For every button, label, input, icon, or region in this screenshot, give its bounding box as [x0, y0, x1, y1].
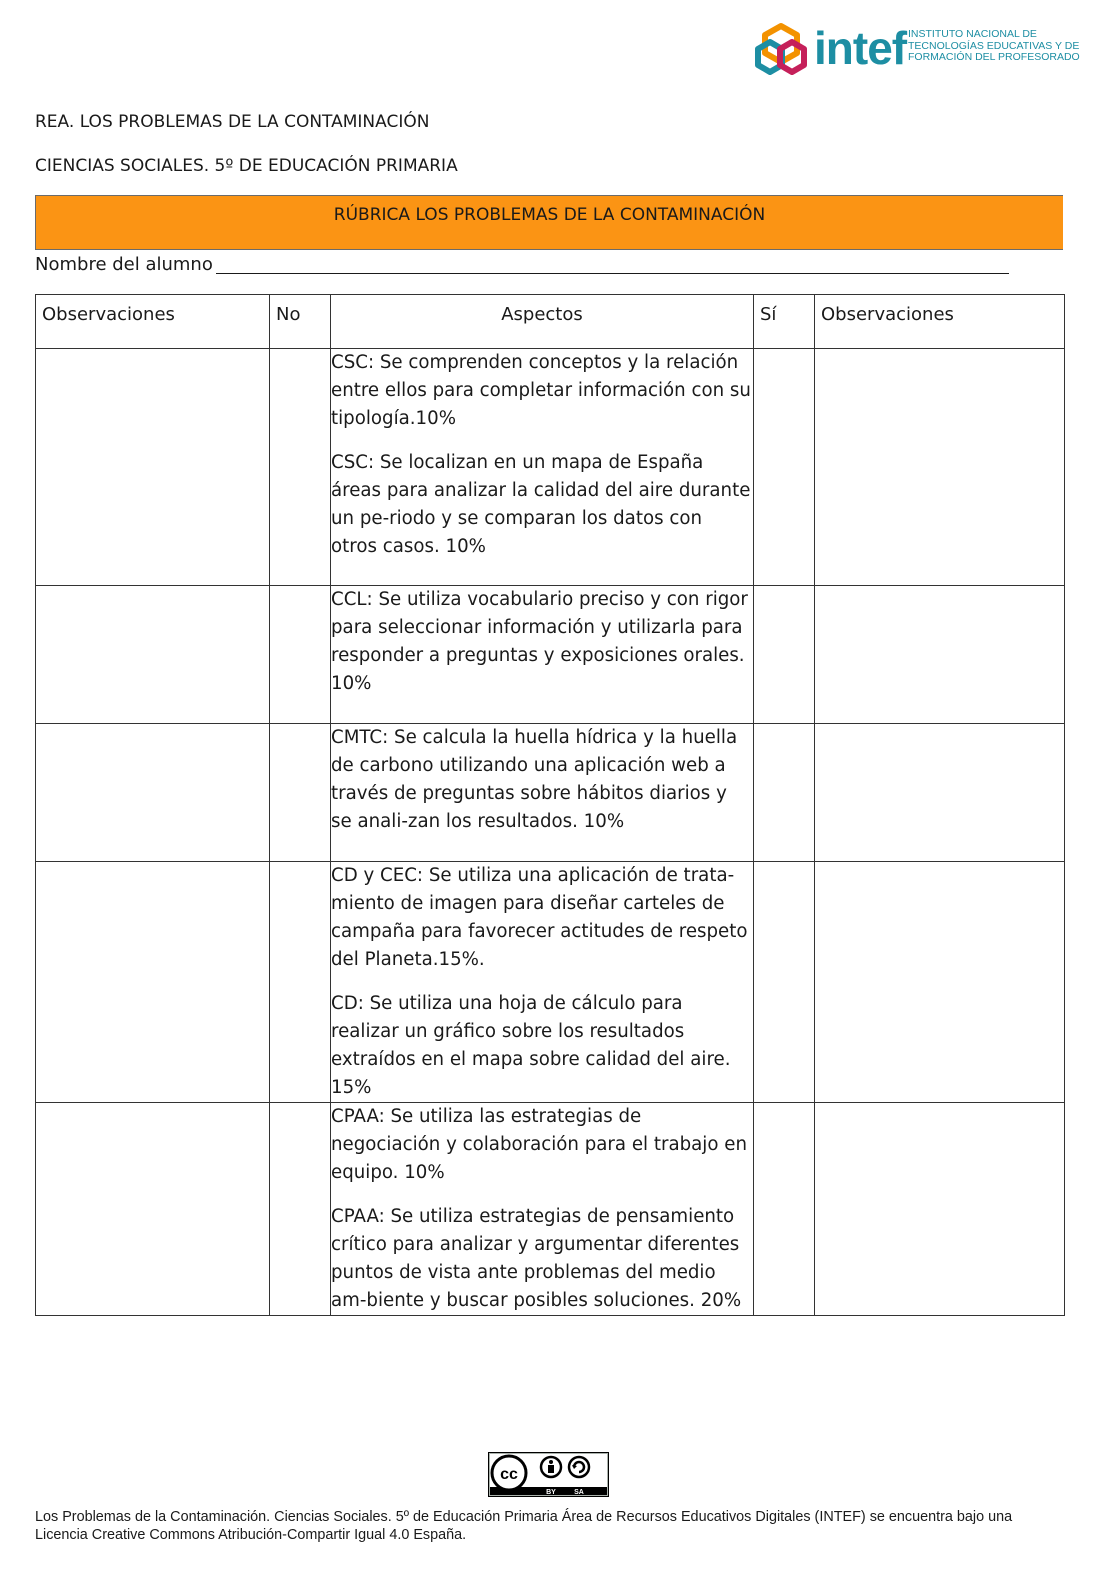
creative-commons-by-sa-icon [488, 1452, 609, 1497]
observations-cell[interactable] [36, 862, 270, 1103]
no-cell[interactable] [270, 586, 331, 724]
document-title: REA. LOS PROBLEMAS DE LA CONTAMINACIÓN [35, 112, 430, 132]
aspect-text: CSC: Se comprenden conceptos y la relación entre ellos para completar información con su tipología.10% [331, 352, 751, 429]
aspect-text: CMTC: Se calcula la huella hídrica y la huella de carbono utilizando una aplicación web a través de preguntas sobre hábitos diarios y se anali-zan los resultados. 10% [331, 727, 738, 832]
table-row [36, 862, 1065, 1103]
observations-cell[interactable] [36, 724, 270, 862]
aspect-text: CCL: Se utiliza vocabulario preciso y con rigor para seleccionar información y utilizarla para responder a preguntas y exposiciones orales. 10% [331, 589, 748, 694]
header-observations-left: Observaciones [36, 295, 270, 349]
observations-cell[interactable] [36, 349, 270, 586]
table-row [36, 586, 1065, 724]
si-cell[interactable] [754, 1103, 815, 1316]
observations-cell[interactable] [815, 586, 1065, 724]
license-text: Los Problemas de la Contaminación. Ciencias Sociales. 5º de Educación Primaria Área de Recursos Educativos Digitales (INTEF) se encuentra bajo una Licencia Creative Commons Atribución-Compartir Igual 4.0 España. [35, 1509, 1013, 1543]
aspect-text: CPAA: Se utiliza las estrategias de negociación y colaboración para el trabajo en equipo. 10% [331, 1106, 747, 1183]
table-row [36, 724, 1065, 862]
observations-cell[interactable] [815, 724, 1065, 862]
observations-cell[interactable] [815, 1103, 1065, 1316]
table-row [36, 1103, 1065, 1316]
no-cell[interactable] [270, 1103, 331, 1316]
cc-sa-label: SA [574, 1489, 584, 1496]
cc-by-label: BY [546, 1489, 556, 1496]
observations-cell[interactable] [36, 1103, 270, 1316]
aspect-text: CPAA: Se utiliza estrategias de pensamiento crítico para analizar y argumentar diferentes puntos de vista ante problemas del medio am-biente y buscar posibles soluciones. 20% [331, 1206, 742, 1311]
intef-logo [752, 20, 1080, 80]
header-si: Sí [754, 295, 815, 349]
observations-cell[interactable] [815, 862, 1065, 1103]
rubric-banner-label: RÚBRICA LOS PROBLEMAS DE LA CONTAMINACIÓN [333, 205, 766, 225]
si-cell[interactable] [754, 862, 815, 1103]
rubric-table [35, 294, 1065, 1316]
header-aspects: Aspectos [331, 295, 754, 349]
aspects-cell [331, 1103, 754, 1316]
si-cell[interactable] [754, 349, 815, 586]
header-no: No [270, 295, 331, 349]
no-cell[interactable] [270, 724, 331, 862]
aspect-text: CSC: Se localizan en un mapa de España áreas para analizar la calidad del aire durante un pe-riodo y se comparan los datos con otros casos. 10% [331, 452, 751, 557]
aspects-cell [331, 862, 754, 1103]
aspects-cell [331, 586, 754, 724]
document-subtitle: CIENCIAS SOCIALES. 5º DE EDUCACIÓN PRIMARIA [35, 156, 458, 176]
observations-cell[interactable] [36, 586, 270, 724]
student-name-field[interactable] [216, 273, 1009, 274]
cc-glyph: cc [500, 1466, 518, 1483]
intef-logo-text: INSTITUTO NACIONAL DE TECNOLOGÍAS EDUCATIVAS Y DE FORMACIÓN DEL PROFESORADO [908, 28, 1080, 63]
aspects-cell [331, 349, 754, 586]
aspects-cell [331, 724, 754, 862]
no-cell[interactable] [270, 862, 331, 1103]
si-cell[interactable] [754, 586, 815, 724]
aspect-text: CD y CEC: Se utiliza una aplicación de trata-miento de imagen para diseñar carteles de campaña para favorecer actitudes de respeto del Planeta.15%. [331, 865, 748, 970]
no-cell[interactable] [270, 349, 331, 586]
intef-wordmark: intef [814, 22, 907, 74]
intef-logo-mark-icon [752, 20, 810, 78]
si-cell[interactable] [754, 724, 815, 862]
table-row [36, 349, 1065, 586]
header-observations-right: Observaciones [815, 295, 1065, 349]
aspect-text: CD: Se utiliza una hoja de cálculo para realizar un gráfico sobre los resultados extraídos en el mapa sobre calidad del aire. 15% [331, 993, 731, 1098]
table-header-row [36, 295, 1065, 349]
observations-cell[interactable] [815, 349, 1065, 586]
rubric-banner [35, 195, 1063, 250]
student-name-label: Nombre del alumno [35, 254, 213, 275]
